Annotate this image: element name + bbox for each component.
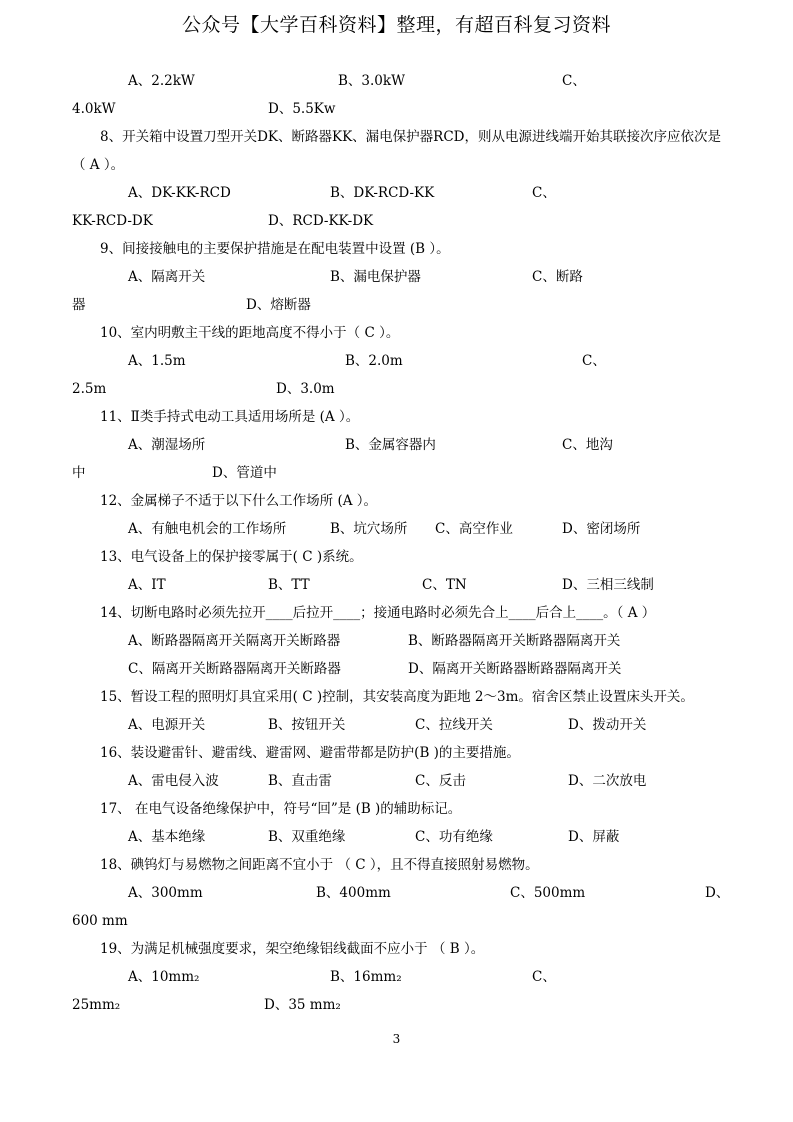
question-text: 8、开关箱中设置刀型开关DK、断路器KK、漏电保护器RCD，则从电源进线端开始其联接次序应依次是 [100, 129, 721, 145]
option-text: D、 [705, 885, 730, 901]
option-text: B、漏电保护器 [330, 269, 421, 285]
option-text: D、3.0m [276, 381, 335, 397]
option-text: A、2.2kW [128, 73, 195, 89]
question-text: 19、为满足机械强度要求，架空绝缘铝线截面不应小于 （ B ）。 [100, 941, 485, 957]
option-text: B、2.0m [345, 353, 403, 369]
option-text: C、隔离开关断路器隔离开关断路器 [128, 661, 341, 677]
option-text: A、断路器隔离开关隔离开关断路器 [128, 633, 341, 649]
option-text: 4.0kW [72, 101, 116, 117]
option-text: A、潮湿场所 [128, 437, 206, 453]
question-text: 16、装设避雷针、避雷线、避雷网、避雷带都是防护(B )的主要措施。 [100, 745, 520, 761]
option-text: B、TT [268, 577, 310, 593]
question-text: 17、 在电气设备绝缘保护中，符号“回”是 (B )的辅助标记。 [100, 801, 462, 817]
option-text: B、双重绝缘 [268, 829, 346, 845]
option-text: D、管道中 [212, 465, 277, 481]
question-text: 18、碘钨灯与易燃物之间距离不宜小于 （ C ），且不得直接照射易燃物。 [100, 857, 539, 873]
option-text: C、 [532, 185, 556, 201]
page-header: 公众号【大学百科资料】整理，有超百科复习资料 [181, 14, 611, 36]
option-text: B、3.0kW [338, 73, 405, 89]
option-text: B、坑穴场所 [330, 521, 408, 537]
option-text: B、16mm₂ [330, 969, 402, 985]
option-text: C、功有绝缘 [415, 829, 493, 845]
option-text: D、5.5Kw [268, 101, 336, 117]
option-text: D、屏蔽 [568, 829, 620, 845]
question-text: 12、金属梯子不适于以下什么工作场所 (A ）。 [100, 493, 378, 509]
option-text: 器 [72, 297, 86, 313]
option-text: A、IT [128, 577, 166, 593]
option-text: A、10mm₂ [128, 969, 200, 985]
option-text: A、有触电机会的工作场所 [128, 521, 287, 537]
question-text: 13、电气设备上的保护接零属于( C )系统。 [100, 549, 363, 565]
option-text: 25mm₂ [72, 997, 121, 1013]
option-text: D、隔离开关断路器断路器隔离开关 [408, 661, 622, 677]
option-text: B、按钮开关 [268, 717, 346, 733]
option-text: 600 mm [72, 913, 128, 929]
option-text: C、反击 [415, 773, 466, 789]
option-text: A、雷电侵入波 [128, 773, 219, 789]
option-text: A、隔离开关 [128, 269, 206, 285]
option-text: B、断路器隔离开关断路器隔离开关 [408, 633, 621, 649]
option-text: D、二次放电 [568, 773, 647, 789]
option-text: B、DK-RCD-KK [330, 185, 435, 201]
option-text: B、直击雷 [268, 773, 332, 789]
option-text: D、密闭场所 [562, 521, 641, 537]
question-text: 15、暂设工程的照明灯具宜采用( C )控制，其安装高度为距地 2～3m。宿舍区禁止设置床头开关。 [100, 689, 694, 705]
option-text: C、 [562, 73, 586, 89]
option-text: A、1.5m [128, 353, 186, 369]
option-text: A、基本绝缘 [128, 829, 206, 845]
option-text: KK-RCD-DK [72, 213, 153, 229]
option-text: C、500mm [510, 885, 586, 901]
option-text: D、三相三线制 [562, 577, 654, 593]
option-text: C、TN [422, 577, 467, 593]
option-text: C、高空作业 [435, 521, 513, 537]
option-text: D、RCD-KK-DK [268, 213, 374, 229]
option-text: C、断路 [532, 269, 583, 285]
option-text: C、 [582, 353, 606, 369]
option-text: C、 [532, 969, 556, 985]
option-text: D、拨动开关 [568, 717, 647, 733]
page-number: 3 [392, 1032, 401, 1046]
question-text: 10、室内明敷主干线的距地高度不得小于（ C ）。 [100, 325, 400, 341]
option-text: C、地沟 [562, 437, 613, 453]
question-text: （ A ）。 [72, 157, 125, 173]
option-text: 中 [72, 465, 86, 481]
option-text: A、300mm [128, 885, 203, 901]
question-text: 14、切断电路时必须先拉开____后拉开____；接通电路时必须先合上____后合上____。（ A ） [100, 605, 656, 621]
option-text: C、拉线开关 [415, 717, 493, 733]
option-text: A、电源开关 [128, 717, 206, 733]
option-text: B、金属容器内 [345, 437, 436, 453]
question-text: 9、间接接触电的主要保护措施是在配电装置中设置 (B ）。 [100, 241, 450, 257]
option-text: A、DK-KK-RCD [128, 185, 231, 201]
option-text: 2.5m [72, 381, 107, 397]
option-text: D、熔断器 [246, 297, 311, 313]
option-text: D、35 mm₂ [264, 997, 341, 1013]
option-text: B、400mm [316, 885, 391, 901]
question-text: 11、Ⅱ类手持式电动工具适用场所是 (A ）。 [100, 409, 360, 425]
